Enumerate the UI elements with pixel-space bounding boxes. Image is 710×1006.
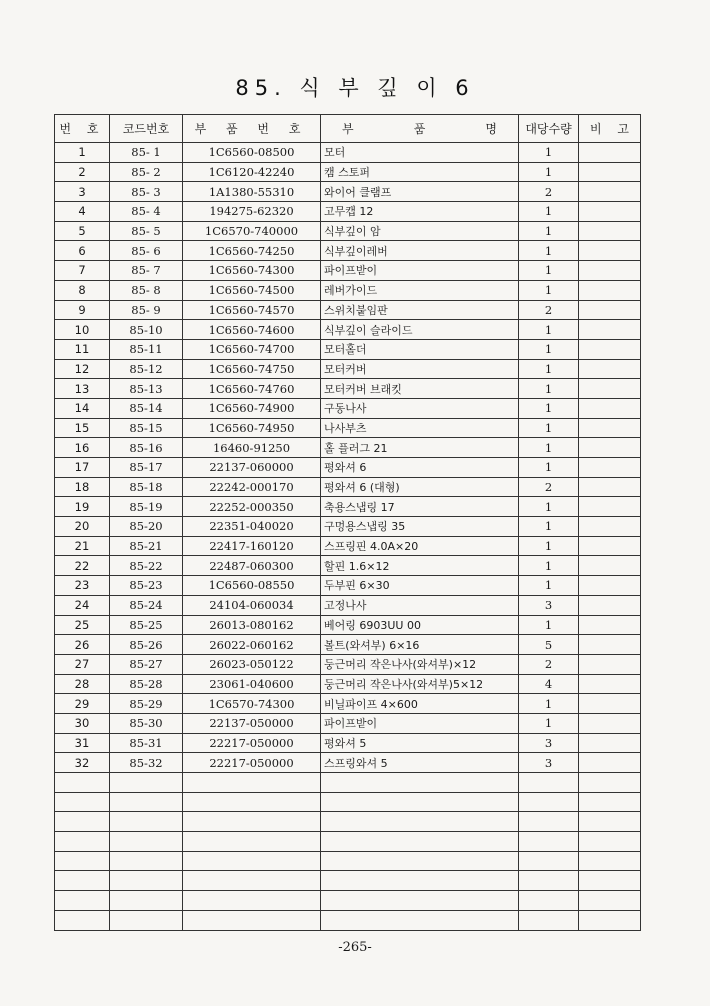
empty-cell xyxy=(55,792,110,812)
empty-cell xyxy=(579,910,641,930)
cell-remark xyxy=(579,615,641,635)
table-row xyxy=(55,536,641,556)
cell-remark xyxy=(579,398,641,418)
cell-code: 85-24 xyxy=(110,595,183,615)
cell-remark xyxy=(579,379,641,399)
cell-part-no: 24104-060034 xyxy=(183,595,321,615)
cell-qty: 1 xyxy=(519,615,579,635)
cell-no: 9 xyxy=(55,300,110,320)
cell-remark xyxy=(579,182,641,202)
cell-code: 85-28 xyxy=(110,674,183,694)
cell-code: 85-17 xyxy=(110,458,183,478)
table-row xyxy=(55,576,641,596)
cell-part-no: 22487-060300 xyxy=(183,556,321,576)
cell-qty: 1 xyxy=(519,536,579,556)
empty-cell xyxy=(55,910,110,930)
empty-cell xyxy=(321,851,519,871)
cell-part-no: 1C6120-42240 xyxy=(183,162,321,182)
empty-cell xyxy=(55,832,110,852)
cell-part-no: 1C6560-74570 xyxy=(183,300,321,320)
cell-code: 85-16 xyxy=(110,438,183,458)
cell-part-no: 1C6560-74900 xyxy=(183,398,321,418)
cell-remark xyxy=(579,556,641,576)
cell-no: 4 xyxy=(55,202,110,222)
cell-no: 22 xyxy=(55,556,110,576)
cell-code: 85-12 xyxy=(110,359,183,379)
cell-name: 구동나사 xyxy=(321,398,519,418)
empty-cell xyxy=(55,851,110,871)
empty-cell xyxy=(110,851,183,871)
table-row xyxy=(55,497,641,517)
table-row xyxy=(55,162,641,182)
cell-no: 2 xyxy=(55,162,110,182)
empty-cell xyxy=(110,832,183,852)
cell-name: 축용스냅링 17 xyxy=(321,497,519,517)
cell-code: 85- 2 xyxy=(110,162,183,182)
cell-code: 85-15 xyxy=(110,418,183,438)
header-part-name: 부 품 명 xyxy=(321,115,519,143)
empty-row xyxy=(55,832,641,852)
cell-name: 스프링와셔 5 xyxy=(321,753,519,773)
empty-cell xyxy=(110,792,183,812)
empty-cell xyxy=(321,792,519,812)
empty-row xyxy=(55,871,641,891)
table-row xyxy=(55,458,641,478)
cell-part-no: 22137-050000 xyxy=(183,713,321,733)
cell-qty: 1 xyxy=(519,713,579,733)
cell-qty: 1 xyxy=(519,162,579,182)
cell-qty: 2 xyxy=(519,654,579,674)
empty-cell xyxy=(519,812,579,832)
empty-cell xyxy=(519,792,579,812)
cell-no: 21 xyxy=(55,536,110,556)
empty-cell xyxy=(183,832,321,852)
cell-name: 둥근머리 작은나사(와셔부)5×12 xyxy=(321,674,519,694)
table-row xyxy=(55,320,641,340)
cell-qty: 1 xyxy=(519,261,579,281)
cell-no: 29 xyxy=(55,694,110,714)
cell-part-no: 23061-040600 xyxy=(183,674,321,694)
cell-remark xyxy=(579,221,641,241)
table-row xyxy=(55,556,641,576)
cell-qty: 3 xyxy=(519,595,579,615)
cell-qty: 2 xyxy=(519,182,579,202)
cell-remark xyxy=(579,595,641,615)
page-title: 85. 식 부 깊 이 6 xyxy=(235,76,475,100)
cell-no: 18 xyxy=(55,477,110,497)
empty-cell xyxy=(519,891,579,911)
cell-remark xyxy=(579,635,641,655)
cell-qty: 5 xyxy=(519,635,579,655)
empty-cell xyxy=(579,773,641,793)
cell-name: 모터커버 브래킷 xyxy=(321,379,519,399)
cell-name: 파이프받이 xyxy=(321,713,519,733)
table-row xyxy=(55,517,641,537)
table-row xyxy=(55,694,641,714)
cell-no: 11 xyxy=(55,339,110,359)
cell-qty: 1 xyxy=(519,576,579,596)
table-row xyxy=(55,261,641,281)
cell-code: 85- 1 xyxy=(110,143,183,163)
cell-name: 볼트(와셔부) 6×16 xyxy=(321,635,519,655)
cell-remark xyxy=(579,241,641,261)
cell-no: 13 xyxy=(55,379,110,399)
cell-remark xyxy=(579,339,641,359)
header-no: 번 호 xyxy=(55,115,110,143)
cell-name: 고정나사 xyxy=(321,595,519,615)
cell-name: 모터홀더 xyxy=(321,339,519,359)
empty-cell xyxy=(183,891,321,911)
empty-cell xyxy=(183,910,321,930)
cell-no: 24 xyxy=(55,595,110,615)
cell-name: 평와셔 6 (대형) xyxy=(321,477,519,497)
empty-row xyxy=(55,891,641,911)
cell-remark xyxy=(579,477,641,497)
cell-code: 85-22 xyxy=(110,556,183,576)
cell-part-no: 1C6560-74250 xyxy=(183,241,321,261)
header-part-no: 부 품 번 호 xyxy=(183,115,321,143)
cell-remark xyxy=(579,261,641,281)
cell-code: 85-23 xyxy=(110,576,183,596)
cell-name: 스프링핀 4.0A×20 xyxy=(321,536,519,556)
cell-qty: 1 xyxy=(519,202,579,222)
empty-cell xyxy=(55,773,110,793)
cell-remark xyxy=(579,162,641,182)
cell-qty: 3 xyxy=(519,753,579,773)
cell-no: 28 xyxy=(55,674,110,694)
cell-code: 85- 6 xyxy=(110,241,183,261)
cell-part-no: 26013-080162 xyxy=(183,615,321,635)
cell-no: 32 xyxy=(55,753,110,773)
cell-qty: 1 xyxy=(519,359,579,379)
cell-code: 85-31 xyxy=(110,733,183,753)
cell-qty: 4 xyxy=(519,674,579,694)
cell-name: 베어링 6903UU 00 xyxy=(321,615,519,635)
cell-code: 85-20 xyxy=(110,517,183,537)
cell-name: 평와셔 5 xyxy=(321,733,519,753)
cell-code: 85-26 xyxy=(110,635,183,655)
cell-qty: 1 xyxy=(519,694,579,714)
table-row xyxy=(55,300,641,320)
table-row xyxy=(55,280,641,300)
cell-part-no: 22242-000170 xyxy=(183,477,321,497)
cell-name: 식부깊이 암 xyxy=(321,221,519,241)
cell-name: 구멍용스냅링 35 xyxy=(321,517,519,537)
cell-name: 스위치붙임판 xyxy=(321,300,519,320)
empty-cell xyxy=(321,871,519,891)
empty-cell xyxy=(183,871,321,891)
empty-cell xyxy=(183,792,321,812)
cell-name: 평와셔 6 xyxy=(321,458,519,478)
table-row xyxy=(55,379,641,399)
empty-cell xyxy=(110,871,183,891)
empty-cell xyxy=(183,812,321,832)
table-row xyxy=(55,635,641,655)
empty-cell xyxy=(579,792,641,812)
cell-no: 30 xyxy=(55,713,110,733)
cell-remark xyxy=(579,300,641,320)
cell-qty: 1 xyxy=(519,339,579,359)
cell-remark xyxy=(579,458,641,478)
cell-code: 85-21 xyxy=(110,536,183,556)
parts-table xyxy=(54,114,641,931)
cell-code: 85- 3 xyxy=(110,182,183,202)
cell-no: 3 xyxy=(55,182,110,202)
empty-cell xyxy=(579,851,641,871)
table-row xyxy=(55,182,641,202)
cell-part-no: 16460-91250 xyxy=(183,438,321,458)
table-row xyxy=(55,654,641,674)
empty-cell xyxy=(321,812,519,832)
cell-part-no: 22252-000350 xyxy=(183,497,321,517)
empty-cell xyxy=(321,891,519,911)
cell-code: 85-29 xyxy=(110,694,183,714)
cell-qty: 1 xyxy=(519,143,579,163)
cell-code: 85-19 xyxy=(110,497,183,517)
cell-no: 25 xyxy=(55,615,110,635)
cell-qty: 1 xyxy=(519,241,579,261)
table-row xyxy=(55,477,641,497)
cell-qty: 1 xyxy=(519,398,579,418)
cell-no: 26 xyxy=(55,635,110,655)
cell-remark xyxy=(579,359,641,379)
cell-no: 5 xyxy=(55,221,110,241)
cell-name: 식부깊이 슬라이드 xyxy=(321,320,519,340)
cell-remark xyxy=(579,497,641,517)
cell-no: 31 xyxy=(55,733,110,753)
cell-part-no: 22217-050000 xyxy=(183,753,321,773)
cell-part-no: 1C6560-08500 xyxy=(183,143,321,163)
cell-part-no: 1C6560-08550 xyxy=(183,576,321,596)
cell-code: 85- 8 xyxy=(110,280,183,300)
header-qty: 대당수량 xyxy=(519,115,579,143)
empty-cell xyxy=(579,812,641,832)
cell-no: 12 xyxy=(55,359,110,379)
cell-no: 20 xyxy=(55,517,110,537)
table-row xyxy=(55,438,641,458)
cell-remark xyxy=(579,733,641,753)
table-row xyxy=(55,674,641,694)
empty-cell xyxy=(110,910,183,930)
cell-remark xyxy=(579,713,641,733)
cell-part-no: 1C6560-74760 xyxy=(183,379,321,399)
empty-cell xyxy=(321,910,519,930)
cell-qty: 1 xyxy=(519,556,579,576)
cell-part-no: 22217-050000 xyxy=(183,733,321,753)
empty-cell xyxy=(519,871,579,891)
cell-remark xyxy=(579,202,641,222)
cell-code: 85-10 xyxy=(110,320,183,340)
table-row xyxy=(55,418,641,438)
cell-part-no: 1C6570-74300 xyxy=(183,694,321,714)
cell-qty: 1 xyxy=(519,458,579,478)
cell-name: 캠 스토퍼 xyxy=(321,162,519,182)
cell-code: 85-27 xyxy=(110,654,183,674)
cell-no: 10 xyxy=(55,320,110,340)
cell-no: 19 xyxy=(55,497,110,517)
empty-cell xyxy=(183,851,321,871)
cell-part-no: 1C6560-74300 xyxy=(183,261,321,281)
empty-cell xyxy=(321,773,519,793)
cell-no: 6 xyxy=(55,241,110,261)
cell-part-no: 1C6560-74600 xyxy=(183,320,321,340)
empty-cell xyxy=(110,812,183,832)
cell-part-no: 1A1380-55310 xyxy=(183,182,321,202)
empty-cell xyxy=(321,832,519,852)
cell-code: 85-30 xyxy=(110,713,183,733)
cell-code: 85-14 xyxy=(110,398,183,418)
cell-name: 나사부츠 xyxy=(321,418,519,438)
cell-part-no: 1C6560-74700 xyxy=(183,339,321,359)
cell-remark xyxy=(579,438,641,458)
cell-qty: 3 xyxy=(519,733,579,753)
table-row xyxy=(55,241,641,261)
cell-no: 7 xyxy=(55,261,110,281)
cell-name: 모터커버 xyxy=(321,359,519,379)
cell-remark xyxy=(579,517,641,537)
table-row xyxy=(55,713,641,733)
cell-part-no: 22417-160120 xyxy=(183,536,321,556)
cell-remark xyxy=(579,694,641,714)
cell-name: 모터 xyxy=(321,143,519,163)
cell-name: 와이어 클램프 xyxy=(321,182,519,202)
cell-name: 레버가이드 xyxy=(321,280,519,300)
cell-part-no: 1C6560-74750 xyxy=(183,359,321,379)
cell-code: 85- 9 xyxy=(110,300,183,320)
cell-no: 15 xyxy=(55,418,110,438)
cell-remark xyxy=(579,143,641,163)
cell-remark xyxy=(579,320,641,340)
cell-no: 8 xyxy=(55,280,110,300)
cell-part-no: 1C6560-74950 xyxy=(183,418,321,438)
cell-name: 홀 플러그 21 xyxy=(321,438,519,458)
table-row xyxy=(55,339,641,359)
cell-name: 두부핀 6×30 xyxy=(321,576,519,596)
empty-cell xyxy=(519,773,579,793)
empty-cell xyxy=(579,871,641,891)
cell-remark xyxy=(579,654,641,674)
cell-part-no: 22351-040020 xyxy=(183,517,321,537)
header-remark: 비 고 xyxy=(579,115,641,143)
cell-qty: 1 xyxy=(519,280,579,300)
cell-qty: 1 xyxy=(519,320,579,340)
cell-code: 85- 4 xyxy=(110,202,183,222)
empty-row xyxy=(55,910,641,930)
empty-cell xyxy=(519,851,579,871)
cell-remark xyxy=(579,576,641,596)
empty-cell xyxy=(55,812,110,832)
cell-name: 할핀 1.6×12 xyxy=(321,556,519,576)
cell-qty: 1 xyxy=(519,379,579,399)
cell-part-no: 1C6560-74500 xyxy=(183,280,321,300)
cell-name: 파이프받이 xyxy=(321,261,519,281)
table-row xyxy=(55,753,641,773)
cell-name: 비닐파이프 4×600 xyxy=(321,694,519,714)
cell-name: 식부깊이레버 xyxy=(321,241,519,261)
cell-part-no: 1C6570-740000 xyxy=(183,221,321,241)
table-row xyxy=(55,595,641,615)
empty-row xyxy=(55,812,641,832)
cell-qty: 2 xyxy=(519,300,579,320)
cell-no: 16 xyxy=(55,438,110,458)
cell-code: 85- 5 xyxy=(110,221,183,241)
page-number: -265- xyxy=(338,940,372,955)
cell-name: 고무캡 12 xyxy=(321,202,519,222)
cell-qty: 1 xyxy=(519,497,579,517)
cell-remark xyxy=(579,536,641,556)
cell-part-no: 26023-050122 xyxy=(183,654,321,674)
cell-qty: 2 xyxy=(519,477,579,497)
empty-cell xyxy=(55,891,110,911)
empty-cell xyxy=(110,773,183,793)
empty-row xyxy=(55,851,641,871)
empty-row xyxy=(55,773,641,793)
table-row xyxy=(55,221,641,241)
table-row xyxy=(55,398,641,418)
cell-part-no: 194275-62320 xyxy=(183,202,321,222)
empty-cell xyxy=(110,891,183,911)
empty-cell xyxy=(579,891,641,911)
cell-no: 1 xyxy=(55,143,110,163)
cell-name: 둥근머리 작은나사(와셔부)×12 xyxy=(321,654,519,674)
cell-no: 17 xyxy=(55,458,110,478)
empty-cell xyxy=(579,832,641,852)
cell-remark xyxy=(579,418,641,438)
empty-row xyxy=(55,792,641,812)
cell-code: 85-13 xyxy=(110,379,183,399)
cell-code: 85-32 xyxy=(110,753,183,773)
cell-qty: 1 xyxy=(519,418,579,438)
cell-code: 85-11 xyxy=(110,339,183,359)
table-row xyxy=(55,359,641,379)
cell-code: 85-25 xyxy=(110,615,183,635)
cell-part-no: 22137-060000 xyxy=(183,458,321,478)
table-row xyxy=(55,143,641,163)
table-header-row xyxy=(55,115,641,143)
empty-cell xyxy=(519,910,579,930)
cell-no: 27 xyxy=(55,654,110,674)
table-row xyxy=(55,202,641,222)
cell-no: 14 xyxy=(55,398,110,418)
cell-qty: 1 xyxy=(519,438,579,458)
table-row xyxy=(55,615,641,635)
cell-code: 85- 7 xyxy=(110,261,183,281)
header-code: 코드번호 xyxy=(110,115,183,143)
cell-no: 23 xyxy=(55,576,110,596)
cell-remark xyxy=(579,674,641,694)
cell-qty: 1 xyxy=(519,517,579,537)
empty-cell xyxy=(55,871,110,891)
cell-part-no: 26022-060162 xyxy=(183,635,321,655)
cell-qty: 1 xyxy=(519,221,579,241)
empty-cell xyxy=(183,773,321,793)
cell-remark xyxy=(579,280,641,300)
table-row xyxy=(55,733,641,753)
cell-remark xyxy=(579,753,641,773)
cell-code: 85-18 xyxy=(110,477,183,497)
empty-cell xyxy=(519,832,579,852)
